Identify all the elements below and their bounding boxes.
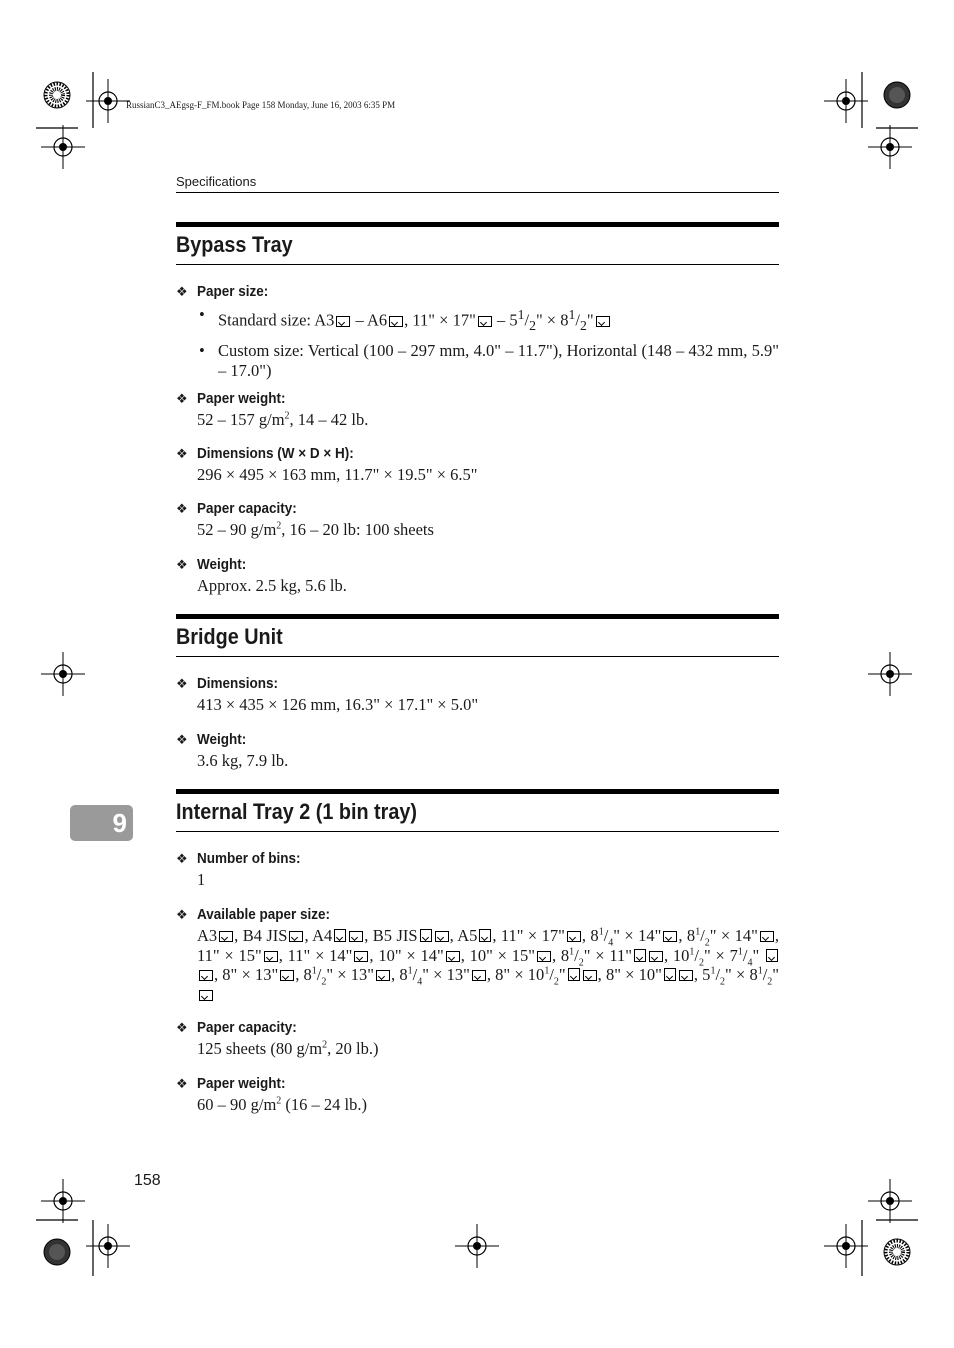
item-label: Paper weight:	[197, 390, 286, 407]
item-label: Paper capacity:	[197, 1019, 297, 1036]
item-label: Paper size:	[197, 283, 269, 300]
item-value: 413 × 435 × 126 mm, 16.3" × 17.1" × 5.0"	[197, 695, 479, 714]
bullet-dot-icon: •	[199, 305, 205, 324]
diamond-bullet-icon: ❖	[176, 557, 188, 572]
item-label: Dimensions (W × D × H):	[197, 445, 354, 462]
section-title: Bridge Unit	[176, 624, 283, 649]
item-label: Paper capacity:	[197, 500, 297, 517]
registration-mark-icon	[868, 652, 912, 696]
registration-mark-icon	[44, 1239, 70, 1265]
registration-mark-icon	[884, 82, 910, 108]
section-title: Bypass Tray	[176, 232, 293, 257]
registration-mark-icon	[41, 1179, 85, 1223]
registration-mark-icon	[41, 652, 85, 696]
bullet-dot-icon: •	[199, 341, 205, 361]
item-label: Dimensions:	[197, 675, 279, 692]
section-title: Internal Tray 2 (1 bin tray)	[176, 799, 417, 824]
item-label: Number of bins:	[197, 850, 301, 867]
diamond-bullet-icon: ❖	[176, 1076, 188, 1091]
item-label: Paper weight:	[197, 1075, 286, 1092]
diamond-bullet-icon: ❖	[176, 1020, 188, 1035]
list-item-custom-size: • Custom size: Vertical (100 – 297 mm, 4.0" – 11.7"), Horizontal (148 – 432 mm, 5.9" – 17.0")	[199, 341, 779, 380]
registration-mark-icon	[455, 1224, 499, 1268]
registration-mark-icon	[868, 125, 912, 169]
item-value: 60 – 90 $g/m^2$ (16 – 24 lb.)	[197, 1095, 367, 1114]
diamond-bullet-icon: ❖	[176, 501, 188, 516]
item-label: Available paper size:	[197, 906, 331, 923]
item-value: Approx. 2.5 kg, 5.6 lb.	[197, 576, 347, 595]
item-value: 1	[197, 870, 206, 889]
print-info-line: RussianC3_AEgsg-F_FM.book Page 158 Monday, June 16, 2003 6:35 PM	[126, 100, 396, 110]
diamond-bullet-icon: ❖	[176, 676, 188, 691]
registration-mark-icon	[44, 82, 70, 108]
paper-size-list-text: A3 , B4 JIS , A4 , B5 JIS , A5 , 11" × 17" , $8^1/_4$" × 14" , $8^1/_2$" × 14" , 11" × 15" , 11" × 14" , 10" × 14" , 10" × 15" , $8^1/_2$" × 11" , $10^1/_2$" × $7^1/_4$" , 8" × 13" , $8^1/_2$" × 13" , $8^1/_4$" × 13" , 8" × $10^1/_2$" , 8" × 10" , $5^1/_2$" × $8^1/_2$"	[176, 926, 779, 1004]
item-value: 52 – 90 $g/m^2$, 16 – 20 lb: 100 sheets	[197, 520, 434, 539]
item-label: Weight:	[197, 556, 247, 573]
item-value: 296 × 495 × 163 mm, 11.7" × 19.5" × 6.5"	[197, 465, 478, 484]
diamond-bullet-icon: ❖	[176, 851, 188, 866]
diamond-bullet-icon: ❖	[176, 732, 188, 747]
diamond-bullet-icon: ❖	[176, 907, 188, 922]
registration-mark-icon	[41, 125, 85, 169]
running-head: Specifications	[176, 174, 257, 189]
item-value: 3.6 kg, 7.9 lb.	[197, 751, 289, 770]
diamond-bullet-icon: ❖	[176, 391, 188, 406]
chapter-tab: 9	[70, 805, 133, 841]
diamond-bullet-icon: ❖	[176, 284, 188, 299]
registration-mark-icon	[868, 1179, 912, 1223]
item-value: 125 sheets (80 $g/m^2$, 20 lb.)	[197, 1039, 379, 1058]
diamond-bullet-icon: ❖	[176, 446, 188, 461]
page-number: 158	[134, 1172, 161, 1189]
list-item-standard-size: • Standard size: A3 – A6 , 11" × 17" – $5^1/_2$" × $8^1/_2$"	[197, 305, 779, 335]
item-value: 52 – 157 $g/m^2$, 14 – 42 lb.	[197, 410, 369, 429]
item-label: Weight:	[197, 731, 247, 748]
registration-mark-icon	[884, 1239, 910, 1265]
